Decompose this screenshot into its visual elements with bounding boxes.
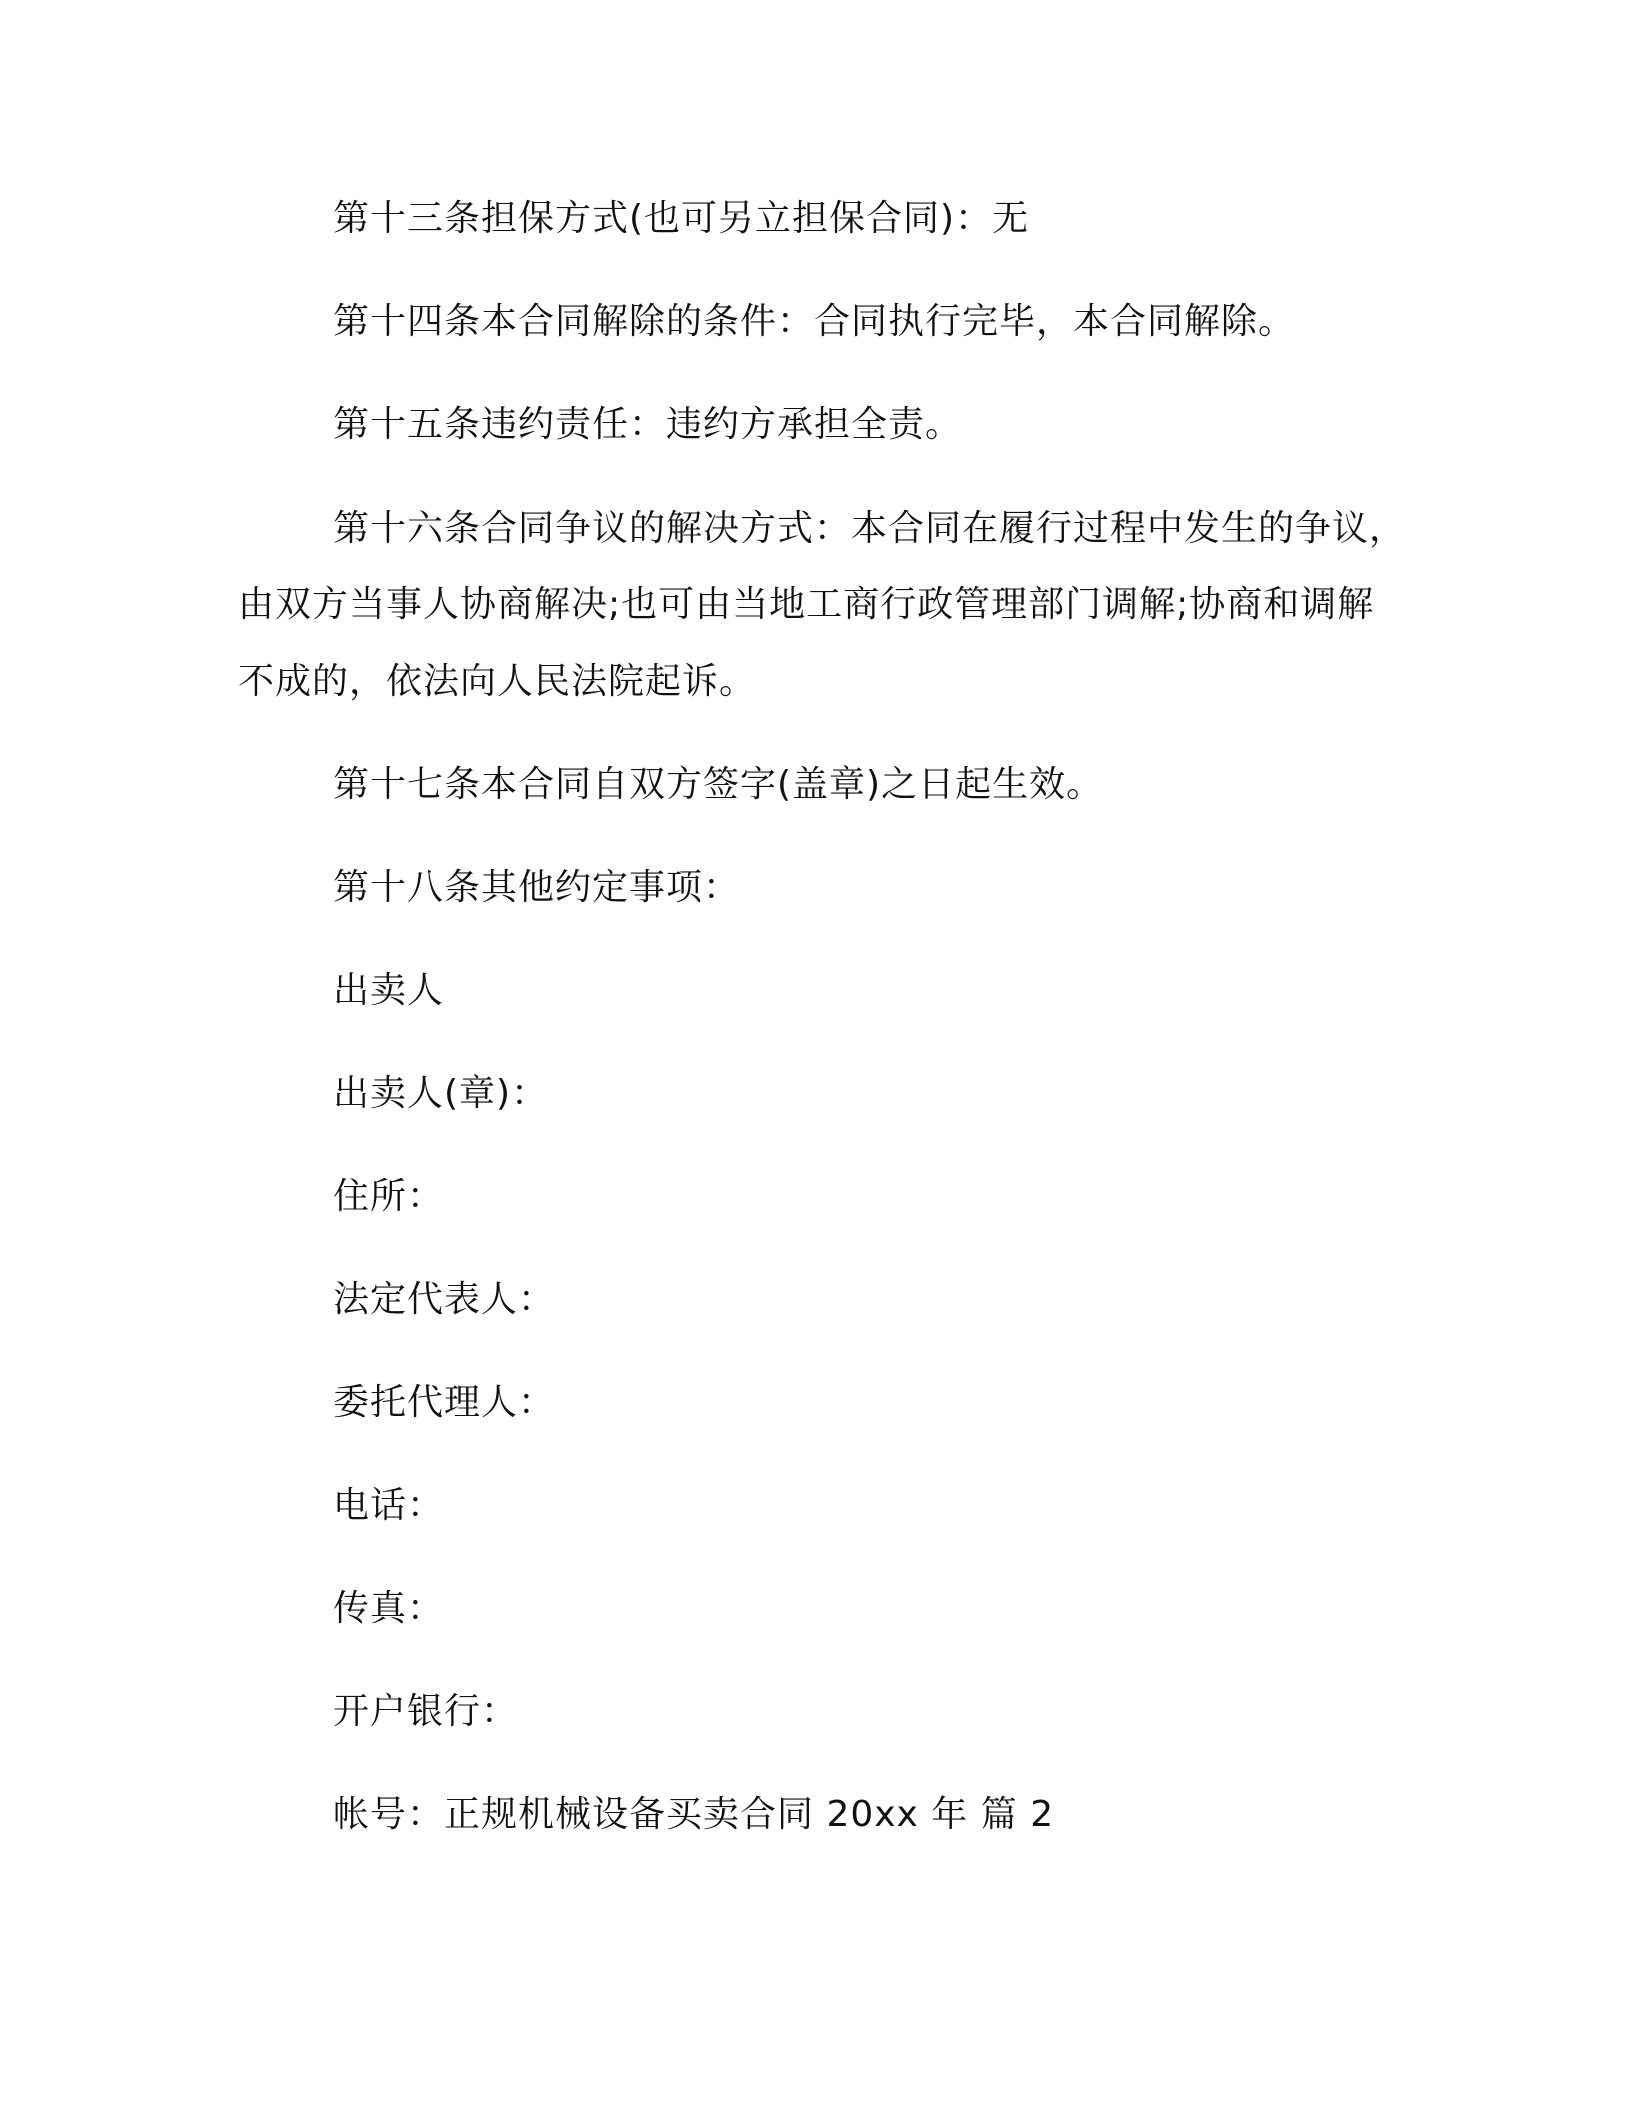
article-13: 第十三条担保方式(也可另立担保合同)：无 — [333, 198, 1030, 239]
seller-address-field: 住所： — [333, 1176, 445, 1217]
seller-bank-field: 开户银行： — [333, 1691, 519, 1732]
seller-heading: 出卖人 — [333, 970, 445, 1011]
article-16-line-3: 不成的，依法向人民法院起诉。 — [238, 661, 757, 702]
seller-seal-field: 出卖人(章)： — [333, 1073, 549, 1114]
article-16-line-2: 由双方当事人协商解决;也可由当地工商行政管理部门调解;协商和调解 — [238, 584, 1375, 625]
article-15: 第十五条违约责任：违约方承担全责。 — [333, 404, 963, 445]
seller-legal-rep-field: 法定代表人： — [333, 1279, 556, 1320]
seller-account-field: 帐号：正规机械设备买卖合同 20xx 年 篇 2 — [333, 1794, 1055, 1835]
article-16-line-1: 第十六条合同争议的解决方式：本合同在履行过程中发生的争议， — [333, 508, 1407, 549]
seller-agent-field: 委托代理人： — [333, 1382, 556, 1423]
seller-fax-field: 传真： — [333, 1588, 445, 1629]
article-14: 第十四条本合同解除的条件：合同执行完毕，本合同解除。 — [333, 301, 1296, 342]
article-18: 第十八条其他约定事项： — [333, 867, 741, 908]
article-17: 第十七条本合同自双方签字(盖章)之日起生效。 — [333, 764, 1104, 805]
seller-phone-field: 电话： — [333, 1485, 445, 1526]
